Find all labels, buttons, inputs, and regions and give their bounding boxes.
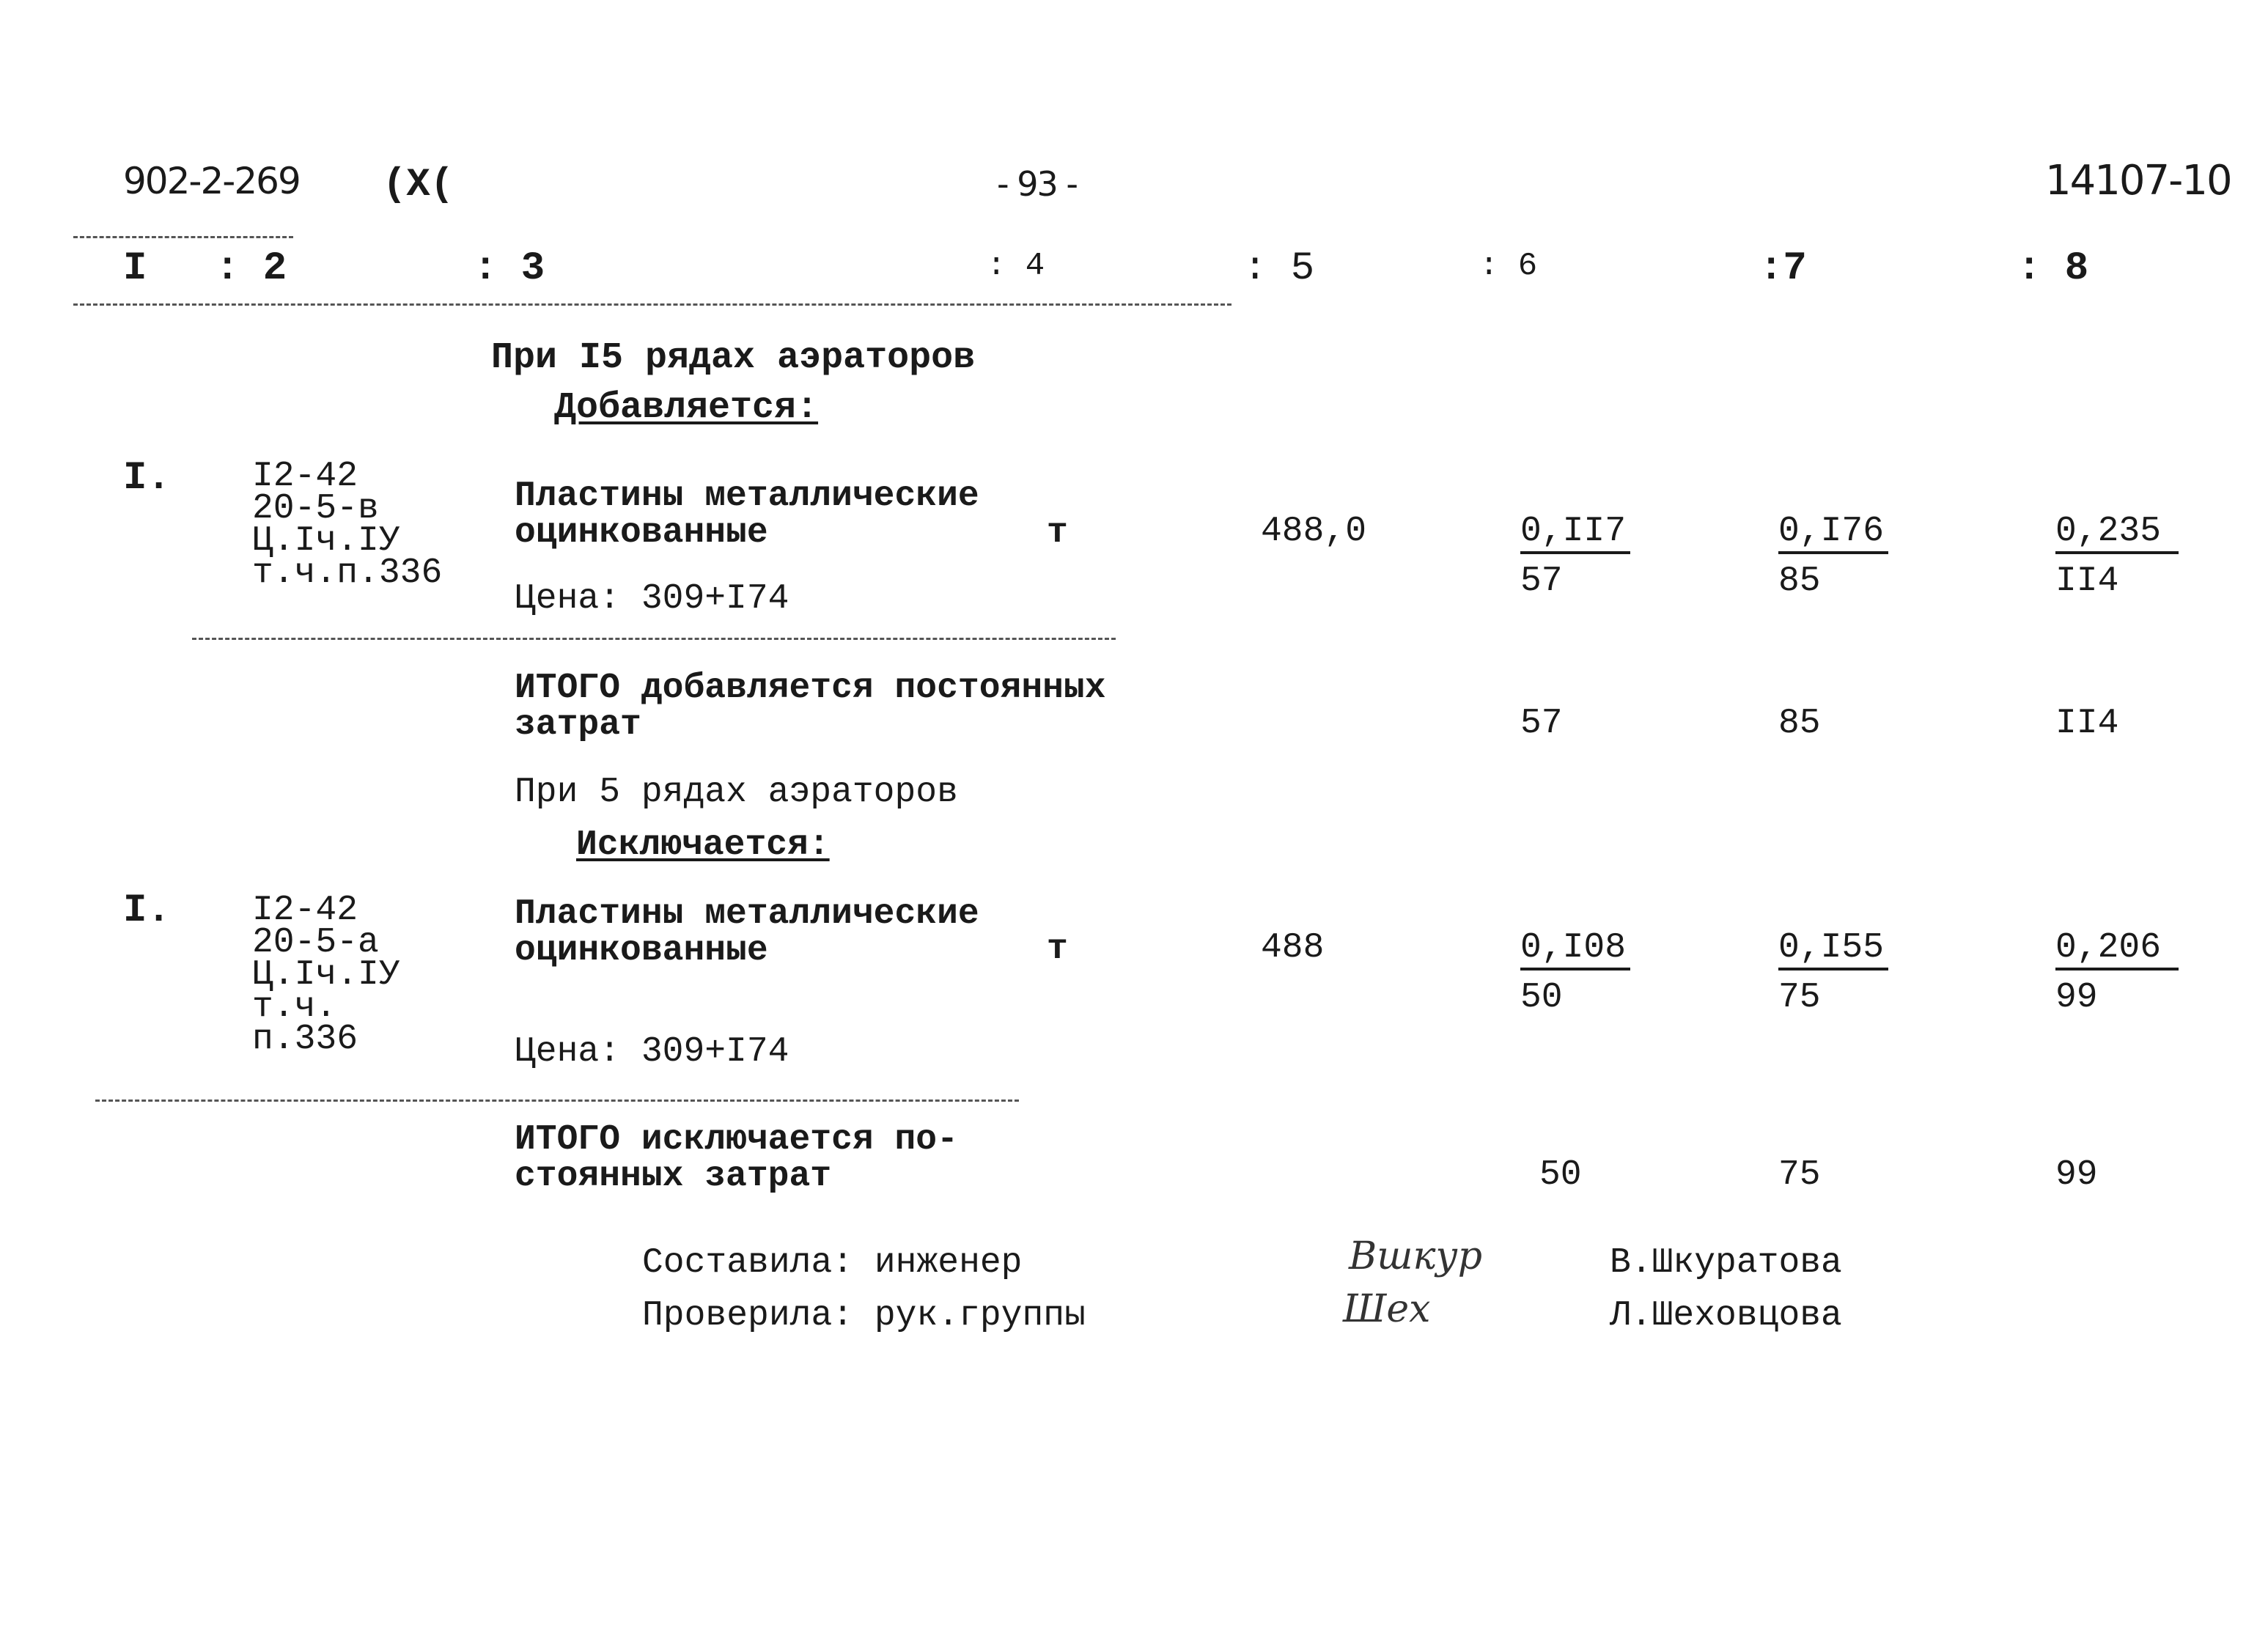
col7-bottom: 85: [1778, 561, 1821, 601]
row-item-name: [515, 896, 979, 969]
reference-code: т.ч.: [252, 987, 337, 1027]
column-3-header: : 3: [474, 246, 545, 291]
reference-code: 20-5-в: [252, 489, 379, 528]
col7-bottom: 75: [1778, 978, 1821, 1017]
section-15-action: Добавляется:: [554, 387, 819, 429]
item-name-line: оцинкованные: [515, 513, 768, 553]
row-unit: т: [1047, 929, 1068, 969]
document-code: 902-2-269: [123, 160, 300, 202]
col8-bottom: 99: [2055, 978, 2098, 1017]
checked-by-signature: Шех: [1343, 1287, 1431, 1331]
row-col8-value: [2055, 513, 2179, 600]
checked-by-name: Л.Шеховцова: [1610, 1296, 1842, 1336]
column-1-header: I: [123, 246, 147, 291]
row-col8-value: [2055, 929, 2179, 1016]
reference-code: Ц.Iч.IУ: [252, 955, 400, 995]
total-label-line: стоянных затрат: [515, 1157, 832, 1196]
section-15-total-col8: II4: [2055, 704, 2119, 743]
section-5-total-col7: 75: [1778, 1155, 1821, 1195]
col8-top: 0,235: [2055, 513, 2179, 554]
column-8-header: : 8: [2017, 246, 2089, 291]
section-5-action: Исключается:: [576, 825, 830, 865]
column-7-header: :7: [1759, 246, 1807, 291]
row-quantity: 488: [1261, 928, 1325, 968]
column-2-header: : 2: [216, 246, 287, 291]
section-15-total-col6: 57: [1520, 704, 1563, 743]
col6-top: 0,I08: [1520, 929, 1630, 970]
row-number: I.: [123, 888, 171, 933]
row-divider: [95, 1100, 1019, 1102]
section-5-total-col6: 50: [1539, 1155, 1582, 1195]
header-top-rule: [73, 236, 293, 238]
compiled-by-name: В.Шкуратова: [1610, 1243, 1842, 1283]
row-reference-codes: [252, 457, 443, 593]
row-reference-codes: [252, 891, 400, 1059]
header-bottom-rule: [73, 303, 1231, 306]
column-4-header: : 4: [987, 248, 1045, 284]
section-5-total-label: [515, 1121, 958, 1195]
row-col6-value: [1520, 929, 1630, 1016]
reference-code: Ц.Iч.IУ: [252, 521, 400, 561]
col8-top: 0,206: [2055, 929, 2179, 970]
reference-code: 20-5-а: [252, 923, 379, 962]
col6-top: 0,II7: [1520, 513, 1630, 554]
row-price: Цена: 309+I74: [515, 579, 789, 619]
section-15-total-label: [515, 670, 1106, 743]
row-col7-value: [1778, 929, 1888, 1016]
row-unit: т: [1047, 513, 1068, 553]
reference-code: I2-42: [252, 891, 358, 930]
page-number: - 93 -: [997, 164, 1077, 204]
row-quantity: 488,0: [1261, 512, 1367, 551]
column-6-header: : 6: [1479, 248, 1538, 284]
row-price: Цена: 309+I74: [515, 1032, 789, 1072]
reference-code: п.336: [252, 1020, 358, 1059]
col6-bottom: 50: [1520, 978, 1563, 1017]
row-col6-value: [1520, 513, 1630, 600]
col8-bottom: II4: [2055, 561, 2119, 601]
row-col7-value: [1778, 513, 1888, 600]
checked-by-role: Проверила: рук.группы: [642, 1296, 1086, 1336]
col7-top: 0,I55: [1778, 929, 1888, 970]
reference-code: I2-42: [252, 457, 358, 496]
compiled-by-signature: Вшкур: [1349, 1234, 1482, 1278]
row-divider: [192, 638, 1116, 640]
section-5-total-col8: 99: [2055, 1155, 2098, 1195]
total-label-line: ИТОГО исключается по-: [515, 1120, 958, 1160]
document-number: 14107-10: [2045, 157, 2231, 205]
section-15-total-col7: 85: [1778, 704, 1821, 743]
total-label-line: ИТОГО добавляется постоянных: [515, 668, 1106, 708]
col6-bottom: 57: [1520, 561, 1563, 601]
compiled-by-role: Составила: инженер: [642, 1243, 1023, 1283]
section-15-title: При I5 рядах аэраторов: [491, 337, 976, 379]
document-code-suffix: (X(: [383, 163, 454, 207]
column-5-header: : 5: [1243, 246, 1315, 291]
item-name-line: оцинкованные: [515, 931, 768, 970]
section-5-title: При 5 рядах аэраторов: [515, 773, 958, 812]
item-name-line: Пластины металлические: [515, 894, 979, 934]
item-name-line: Пластины металлические: [515, 476, 979, 516]
col7-top: 0,I76: [1778, 513, 1888, 554]
row-number: I.: [123, 456, 171, 501]
row-item-name: [515, 478, 979, 551]
reference-code: т.ч.п.336: [252, 553, 443, 593]
total-label-line: затрат: [515, 705, 641, 745]
